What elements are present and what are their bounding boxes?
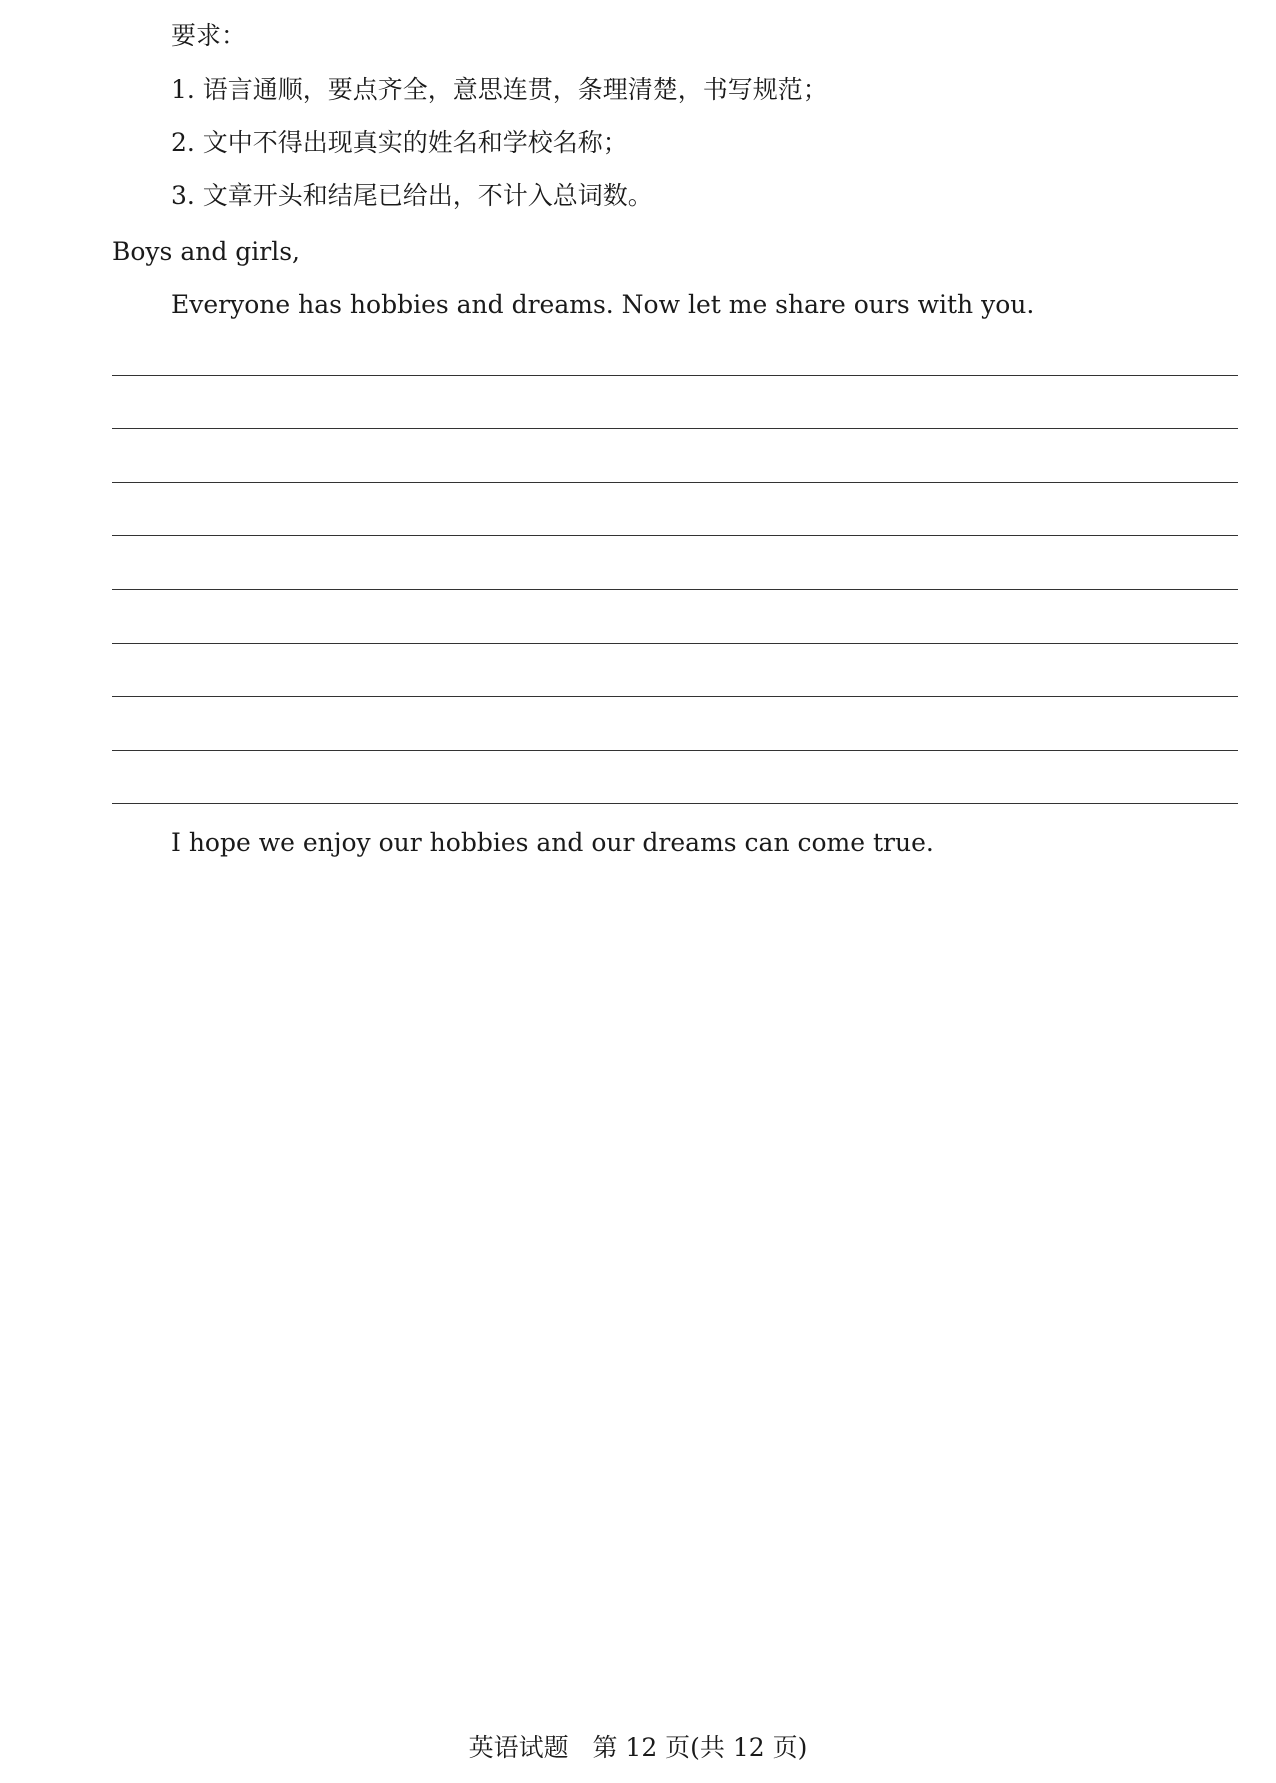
answer-line: [112, 697, 1238, 751]
essay-closing-sentence: I hope we enjoy our hobbies and our dreams can come true.: [171, 828, 934, 857]
answer-line: [112, 429, 1238, 483]
answer-writing-area: [112, 322, 1238, 804]
answer-line: [112, 644, 1238, 698]
requirement-item-2: 2. 文中不得出现真实的姓名和学校名称；: [171, 128, 628, 157]
requirement-item-1: 1. 语言通顺，要点齐全，意思连贯，条理清楚，书写规范；: [171, 75, 828, 104]
answer-line: [112, 322, 1238, 376]
footer-page-number: 第 12 页(共 12 页): [592, 1733, 808, 1762]
footer-subject: 英语试题: [468, 1733, 569, 1762]
essay-opening-sentence: Everyone has hobbies and dreams. Now let me share ours with you.: [171, 290, 1035, 319]
answer-line: [112, 376, 1238, 430]
essay-greeting: Boys and girls,: [112, 237, 301, 266]
requirements-heading: 要求：: [171, 21, 247, 50]
answer-line: [112, 751, 1238, 805]
answer-line: [112, 483, 1238, 537]
page-footer: [0, 1730, 1276, 1766]
answer-line: [112, 536, 1238, 590]
requirement-item-3: 3. 文章开头和结尾已给出，不计入总词数。: [171, 181, 653, 210]
requirements-list: [171, 72, 828, 231]
answer-line: [112, 590, 1238, 644]
